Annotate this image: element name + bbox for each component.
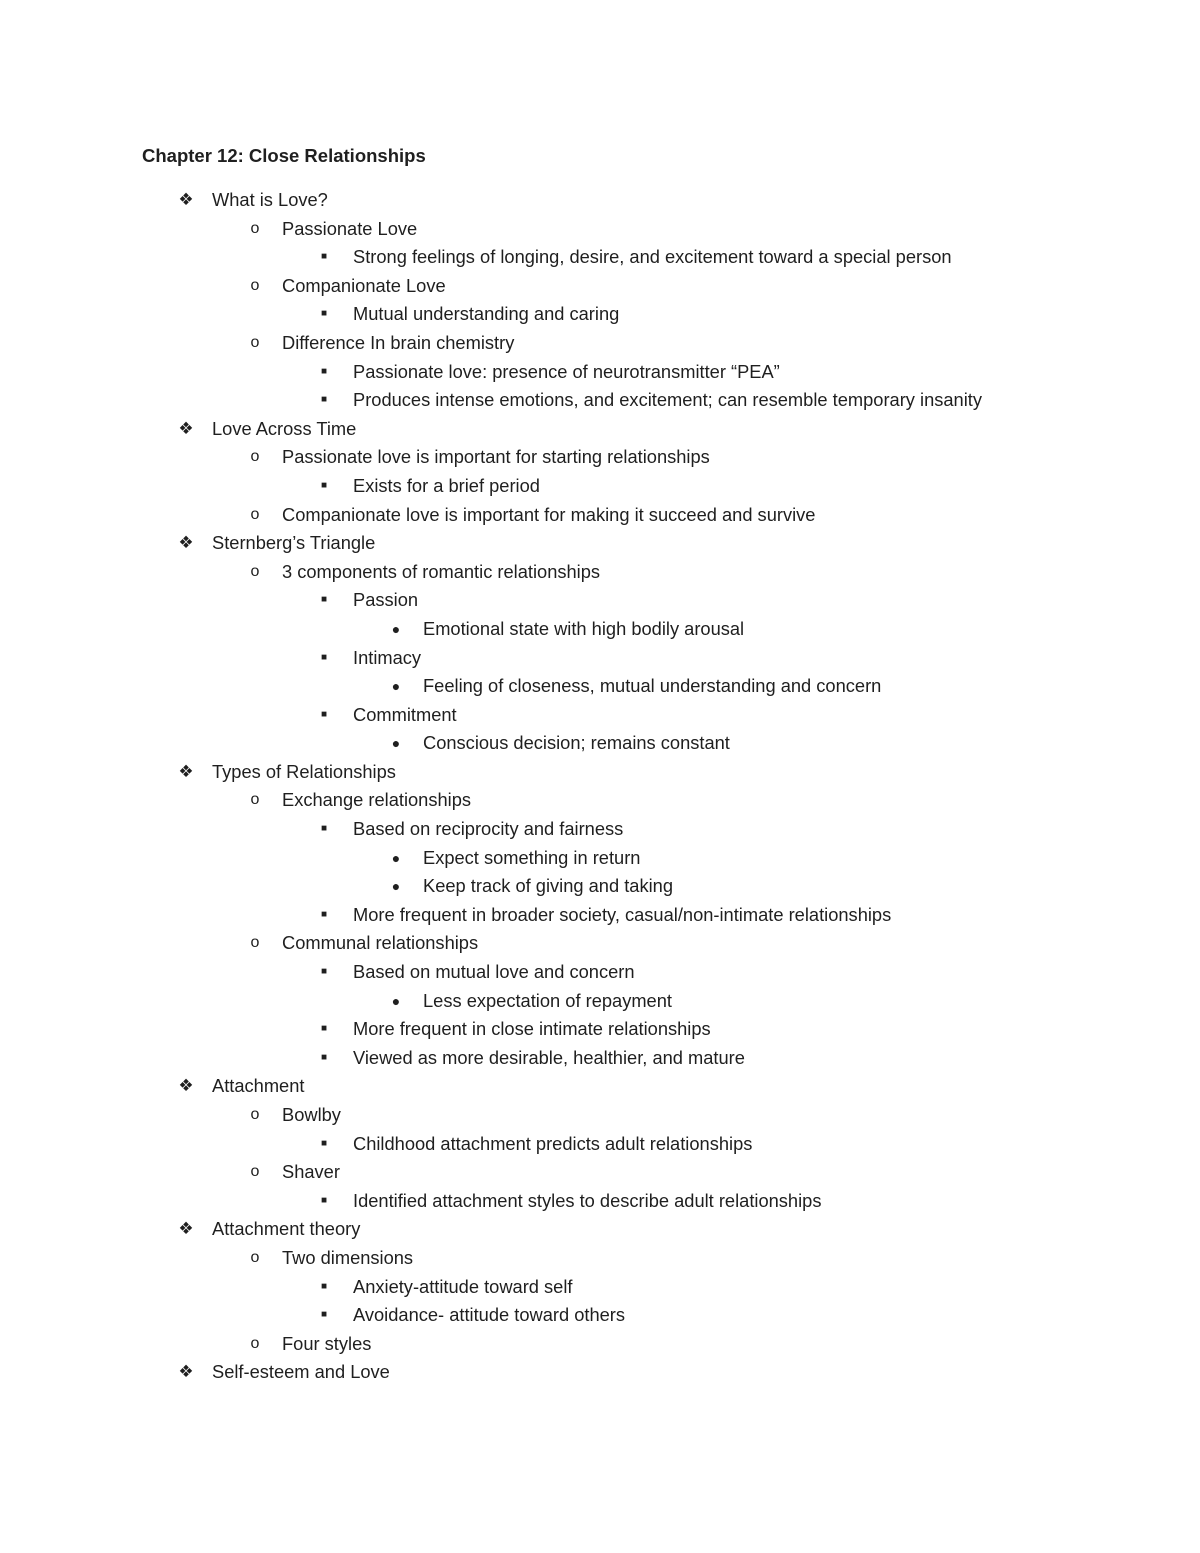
outline-item-text: Shaver [282,1161,340,1183]
outline-item-text: Based on mutual love and concern [353,961,635,983]
square-bullet-icon: ■ [320,1194,328,1206]
outline-item-text: Four styles [282,1332,372,1354]
outline-item-text: Two dimensions [282,1246,414,1268]
outline-item-level-4 [0,729,1200,758]
outline-item-level-2 [0,1101,1200,1130]
dot-bullet-icon: ● [391,849,401,866]
circle-bullet-icon: o [250,219,260,237]
outline-item-text: Companionate Love [282,274,446,296]
outline-item-level-3 [0,386,1200,415]
outline-item-level-2 [0,272,1200,301]
outline-item-text: Mutual understanding and caring [353,303,620,325]
square-bullet-icon: ■ [320,1023,328,1035]
outline-item-text: Feeling of closeness, mutual understanding and concern [423,675,882,697]
circle-bullet-icon: o [250,1248,260,1266]
outline-item-text: Bowlby [282,1104,341,1125]
outline-item-level-1 [0,1358,1200,1387]
diamond-bullet-icon: ❖ [178,1219,194,1239]
outline-item-level-4 [0,987,1200,1016]
outline-item-text: Keep track of giving and taking [423,875,674,897]
square-bullet-icon: ■ [320,594,328,606]
outline-item-level-3 [0,358,1200,387]
square-bullet-icon: ■ [320,1137,328,1149]
outline-item-level-2 [0,1330,1200,1359]
outline-item-level-1 [0,415,1200,444]
outline-item-level-4 [0,672,1200,701]
circle-bullet-icon: o [250,448,260,466]
outline-item-level-3 [0,1044,1200,1073]
circle-bullet-icon: o [250,1334,260,1352]
circle-bullet-icon: o [250,562,260,580]
outline-item-level-3 [0,1130,1200,1159]
outline-item-level-3 [0,644,1200,673]
outline-item-level-2 [0,215,1200,244]
outline-item-level-2 [0,443,1200,472]
outline-item-text: Identified attachment styles to describe adult relationships [353,1189,822,1211]
outline-item-text: Passionate love: presence of neurotransmitter “PEA” [353,360,780,382]
dot-bullet-icon: ● [391,620,401,637]
outline-item-text: Companionate love is important for making it succeed and survive [282,503,816,525]
document-title: Chapter 12: Close Relationships [142,145,426,166]
circle-bullet-icon: o [250,1163,260,1181]
diamond-bullet-icon: ❖ [178,190,194,209]
outline-item-level-1 [0,758,1200,787]
outline-item-level-2 [0,501,1200,530]
outline-item-text: What is Love? [212,189,328,210]
circle-bullet-icon: o [250,1106,260,1123]
square-bullet-icon: ■ [320,308,328,320]
outline-item-level-4 [0,615,1200,644]
outline-item-text: Passionate Love [282,217,418,239]
diamond-bullet-icon: ❖ [178,418,194,438]
outline-item-text: More frequent in broader society, casual/non-intimate relationships [353,903,892,925]
square-bullet-icon: ■ [320,365,328,377]
outline-item-text: Exists for a brief period [353,474,540,496]
square-bullet-icon: ■ [320,708,328,720]
diamond-bullet-icon: ❖ [178,761,194,781]
outline-item-text: Expect something in return [423,846,641,868]
circle-bullet-icon: o [250,791,260,809]
outline-item-level-2 [0,786,1200,815]
outline-item-level-3 [0,1187,1200,1216]
circle-bullet-icon: o [250,505,260,523]
dot-bullet-icon: ● [391,678,401,695]
outline-list [0,186,1200,1387]
diamond-bullet-icon: ❖ [178,1362,194,1382]
outline-item-level-4 [0,872,1200,901]
square-bullet-icon: ■ [320,251,328,263]
dot-bullet-icon: ● [391,735,401,752]
outline-item-level-1 [0,1215,1200,1244]
outline-item-level-3 [0,701,1200,730]
outline-item-text: Love Across Time [212,417,357,439]
outline-item-text: Based on reciprocity and fairness [353,818,624,840]
outline-item-text: More frequent in close intimate relationships [353,1018,711,1040]
outline-item-level-3 [0,300,1200,329]
outline-item-text: Attachment theory [212,1218,361,1240]
outline-item-level-1 [0,1072,1200,1101]
outline-item-text: Sternberg’s Triangle [212,532,376,554]
outline-item-text: Anxiety-attitude toward self [353,1275,573,1297]
outline-item-level-2 [0,329,1200,358]
outline-item-level-3 [0,1015,1200,1044]
square-bullet-icon: ■ [320,1309,328,1321]
outline-item-text: Self-esteem and Love [212,1361,390,1383]
outline-item-level-3 [0,1301,1200,1330]
outline-item-text: Conscious decision; remains constant [423,732,730,754]
outline-item-text: Less expectation of repayment [423,989,672,1011]
outline-item-text: Difference In brain chemistry [282,331,515,353]
outline-item-level-3 [0,958,1200,987]
dot-bullet-icon: ● [391,878,401,895]
outline-item-text: Passion [353,589,419,611]
outline-item-text: Types of Relationships [212,760,396,782]
outline-item-level-3 [0,472,1200,501]
outline-item-text: Avoidance- attitude toward others [353,1304,626,1326]
outline-item-text: 3 components of romantic relationships [282,560,601,582]
outline-item-level-4 [0,844,1200,873]
outline-item-text: Produces intense emotions, and excitement; can resemble temporary insanity [353,389,982,411]
outline-item-level-2 [0,1158,1200,1187]
square-bullet-icon: ■ [320,479,328,491]
square-bullet-icon: ■ [320,908,328,920]
square-bullet-icon: ■ [320,1280,328,1292]
outline-item-text: Intimacy [353,646,422,668]
outline-item-text: Passionate love is important for starting relationships [282,446,710,468]
outline-item-level-2 [0,558,1200,587]
square-bullet-icon: ■ [320,823,328,835]
outline-item-level-2 [0,929,1200,958]
diamond-bullet-icon: ❖ [178,1076,194,1096]
circle-bullet-icon: o [250,276,260,294]
dot-bullet-icon: ● [391,992,401,1009]
outline-item-text: Exchange relationships [282,789,472,811]
diamond-bullet-icon: ❖ [178,533,194,553]
square-bullet-icon: ■ [320,966,328,978]
outline-item-text: Communal relationships [282,932,479,954]
outline-item-text: Strong feelings of longing, desire, and excitement toward a special person [353,246,952,268]
outline-item-level-2 [0,1244,1200,1273]
outline-item-level-3 [0,243,1200,272]
outline-item-level-1 [0,186,1200,215]
outline-item-text: Viewed as more desirable, healthier, and mature [353,1046,745,1068]
outline-item-text: Attachment [212,1075,305,1097]
square-bullet-icon: ■ [320,1051,328,1063]
square-bullet-icon: ■ [320,651,328,663]
outline-item-text: Emotional state with high bodily arousal [423,617,745,639]
outline-item-level-3 [0,901,1200,930]
outline-item-text: Commitment [353,703,457,725]
square-bullet-icon: ■ [320,394,328,406]
outline-item-level-3 [0,1273,1200,1302]
circle-bullet-icon: o [250,333,260,351]
outline-item-text: Childhood attachment predicts adult relationships [353,1132,753,1154]
circle-bullet-icon: o [250,934,260,952]
outline-item-level-3 [0,815,1200,844]
outline-item-level-3 [0,586,1200,615]
outline-item-level-1 [0,529,1200,558]
